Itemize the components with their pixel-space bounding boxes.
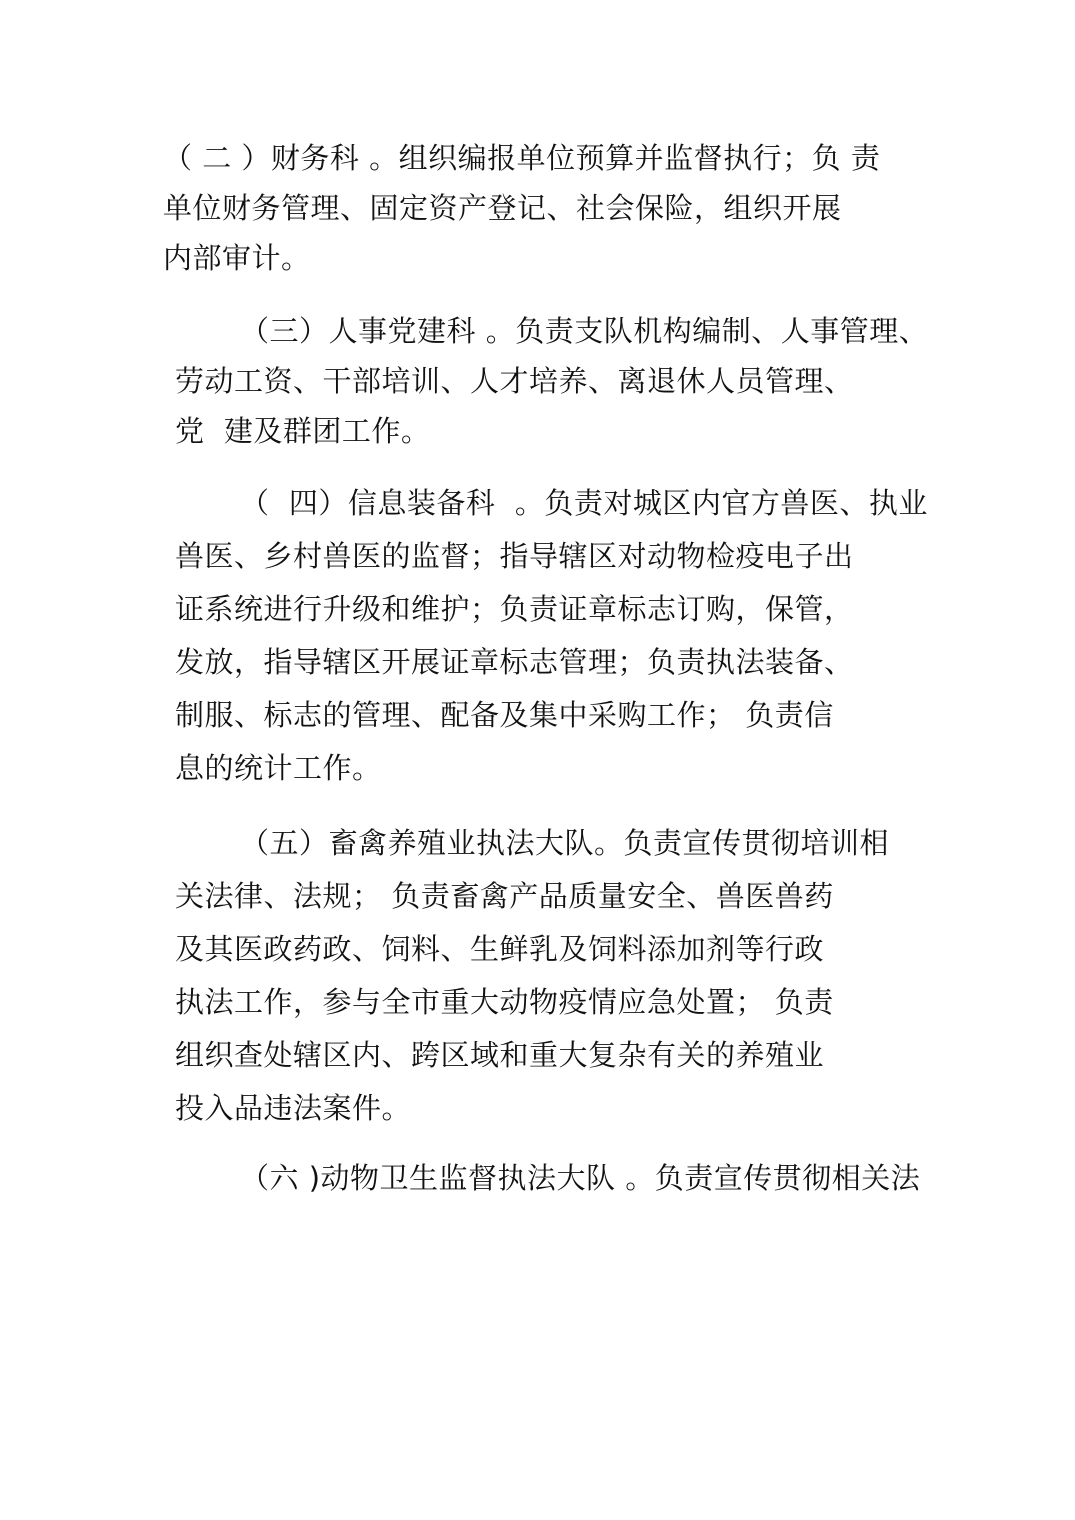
text-line: 息的统计工作。 [175, 751, 382, 785]
text-line: 制服、标志的管理、配备及集中采购工作； 负责信 [175, 698, 834, 732]
text-line: （六 )动物卫生监督执法大队 。负责宣传贯彻相关法 [240, 1161, 921, 1195]
text-line: （ 四）信息装备科 。负责对城区内官方兽医、执业 [240, 486, 928, 520]
text-line: （三）人事党建科 。负责支队机构编制、人事管理、 [240, 314, 929, 348]
text-line: 单位财务管理、固定资产登记、社会保险，组织开展 [163, 191, 842, 225]
text-line: 及其医政药政、饲料、生鲜乳及饲料添加剂等行政 [175, 932, 825, 966]
text-line: 劳动工资、干部培训、人才培养、离退休人员管理、 [175, 364, 854, 398]
text-line: 党 建及群团工作。 [175, 414, 431, 448]
text-line: 执法工作，参与全市重大动物疫情应急处置； 负责 [175, 985, 834, 1019]
text-line: 证系统进行升级和维护；负责证章标志订购，保管， [175, 592, 854, 626]
text-line: （ 二 ）财务科 。组织编报单位预算并监督执行；负 责 [163, 141, 881, 175]
text-line: （五）畜禽养殖业执法大队。负责宣传贯彻培训相 [240, 826, 890, 860]
text-line: 组织查处辖区内、跨区域和重大复杂有关的养殖业 [175, 1038, 825, 1072]
text-line: 关法律、法规； 负责畜禽产品质量安全、兽医兽药 [175, 879, 834, 913]
text-line: 发放，指导辖区开展证章标志管理；负责执法装备、 [175, 645, 854, 679]
text-line: 投入品违法案件。 [175, 1091, 412, 1125]
text-line: 兽医、乡村兽医的监督；指导辖区对动物检疫电子出 [175, 539, 854, 573]
text-line: 内部审计。 [163, 241, 311, 275]
